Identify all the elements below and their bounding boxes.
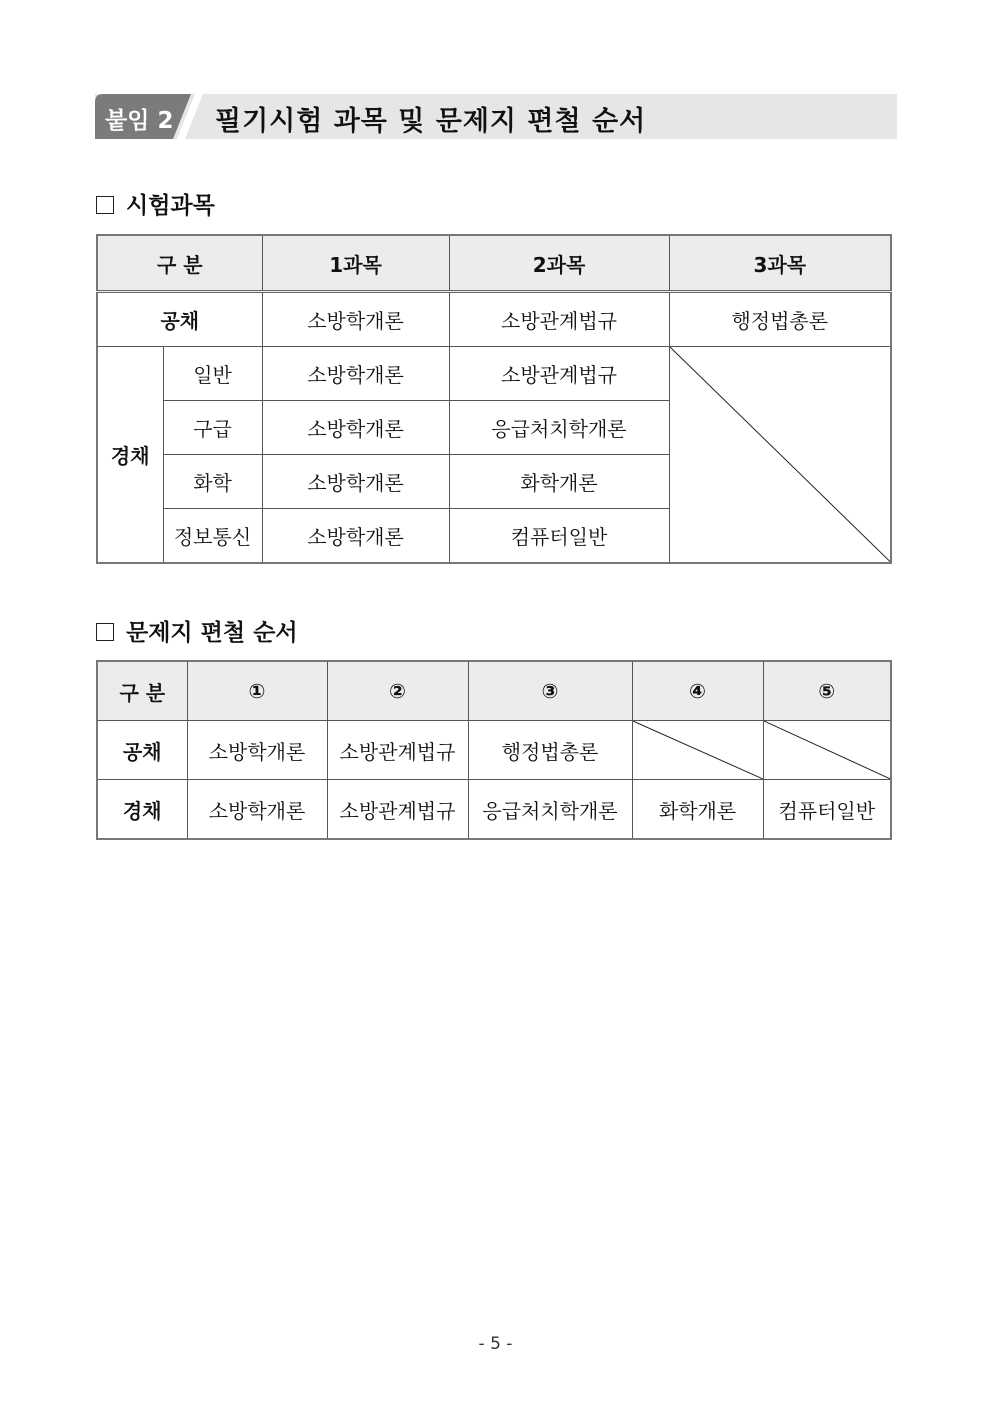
cell: 컴퓨터일반 [763, 780, 891, 840]
table-header-row [97, 235, 891, 292]
header-order-5: ⑤ [763, 661, 891, 721]
header-subject-2: 2과목 [449, 235, 669, 292]
diagonal-line-icon [670, 347, 891, 562]
cell: 화학개론 [449, 455, 669, 509]
header-subject-3: 3과목 [669, 235, 891, 292]
cell: 소방학개론 [262, 509, 449, 564]
cell: 행정법총론 [669, 292, 891, 347]
row-sublabel: 정보통신 [163, 509, 262, 564]
cell: 소방학개론 [262, 401, 449, 455]
row-sublabel: 화학 [163, 455, 262, 509]
row-label-gyeongchae: 경채 [97, 780, 187, 840]
checkbox-icon [96, 196, 114, 214]
table-row [97, 292, 891, 347]
cell: 응급처치학개론 [468, 780, 632, 840]
section-heading-order [96, 614, 298, 647]
cell: 소방학개론 [262, 455, 449, 509]
empty-diagonal-cell [669, 347, 891, 564]
header-category: 구 분 [97, 661, 187, 721]
cell: 소방학개론 [262, 347, 449, 401]
cell: 소방관계법규 [327, 780, 468, 840]
cell: 응급처치학개론 [449, 401, 669, 455]
section-heading-subjects-label: 시험과목 [126, 193, 215, 219]
exam-subjects-table [96, 234, 892, 564]
empty-diagonal-cell [632, 721, 763, 780]
row-label-gongchae: 공채 [97, 292, 262, 347]
header-order-3: ③ [468, 661, 632, 721]
empty-diagonal-cell [763, 721, 891, 780]
cell: 소방관계법규 [327, 721, 468, 780]
cell: 행정법총론 [468, 721, 632, 780]
section-heading-order-label: 문제지 편철 순서 [126, 620, 298, 646]
row-label-gongchae: 공채 [97, 721, 187, 780]
cell: 소방관계법규 [449, 347, 669, 401]
checkbox-icon [96, 623, 114, 641]
table-row [97, 721, 891, 780]
row-label-gyeongchae: 경채 [97, 347, 163, 564]
page-number: - 5 - [478, 1334, 513, 1354]
row-sublabel: 일반 [163, 347, 262, 401]
table-row [97, 347, 891, 401]
page-title: 필기시험 과목 및 문제지 편철 순서 [215, 106, 647, 137]
row-sublabel: 구급 [163, 401, 262, 455]
booklet-order-table [96, 660, 892, 840]
table-header-row [97, 661, 891, 721]
cell: 화학개론 [632, 780, 763, 840]
table-row [97, 780, 891, 840]
diagonal-line-icon [633, 721, 763, 779]
attachment-banner [95, 94, 897, 139]
header-category: 구 분 [97, 235, 262, 292]
cell: 소방학개론 [262, 292, 449, 347]
cell: 소방학개론 [187, 721, 327, 780]
diagonal-line-icon [764, 721, 891, 779]
cell: 소방관계법규 [449, 292, 669, 347]
header-order-1: ① [187, 661, 327, 721]
header-subject-1: 1과목 [262, 235, 449, 292]
cell: 컴퓨터일반 [449, 509, 669, 564]
cell: 소방학개론 [187, 780, 327, 840]
attachment-tag [95, 94, 207, 139]
header-order-2: ② [327, 661, 468, 721]
header-order-4: ④ [632, 661, 763, 721]
section-heading-subjects [96, 187, 215, 220]
attachment-tag-label: 붙임 2 [105, 108, 174, 134]
